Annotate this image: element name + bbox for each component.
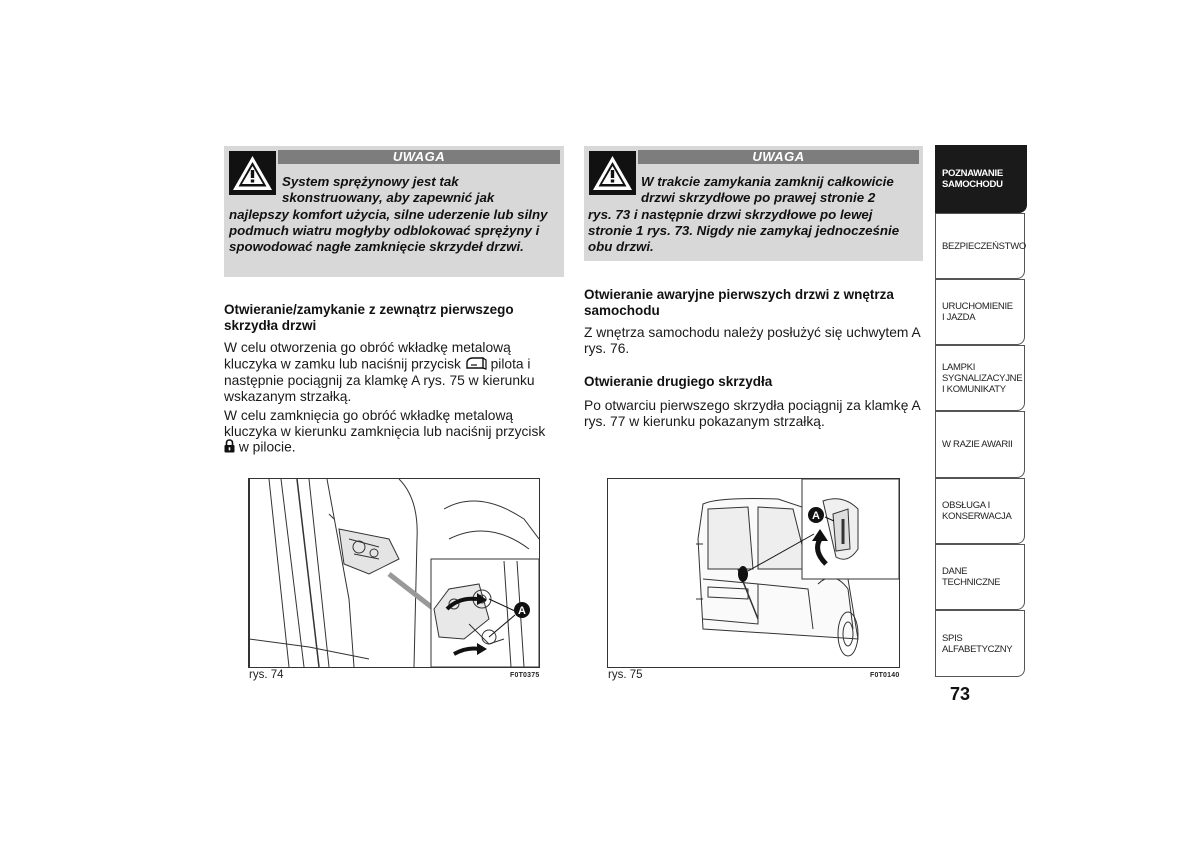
figure-label-a: A [518,605,526,617]
tab-poznawanie-samochodu[interactable] [935,145,1027,213]
paragraph-close-a: W celu zamknięcia go obróć wkładkę metalową kluczyka w kierunku zamknięcia lub naciśnij przycisk [224,408,546,439]
warning-rest: najlepszy komfort użycia, silne uderzenie lub silny podmuch wiatru mogłyby odblokować sprężyny i spowodować nagłe zamknięcie skrzydeł drzwi. [229,206,548,255]
page-number: 73 [950,684,971,704]
paragraph-close [224,408,560,457]
tab-w-razie-awarii[interactable] [935,411,1025,478]
figure-label-a: A [812,510,820,522]
door-hinge-illustration [249,479,539,667]
warning-text [588,174,920,255]
tab-label: BEZPIECZEŃSTWO [942,240,1026,252]
warning-title: UWAGA [638,150,919,164]
warning-title: UWAGA [278,150,560,164]
section-heading: Otwieranie drugiego skrzydła [584,374,773,389]
tab-label: LAMPKI SYGNALIZACYJNE I KOMUNIKATY [942,361,1023,395]
warning-line-1: System sprężynowy jest tak [282,174,459,189]
tab-label: SPIS ALFABETYCZNY [942,632,1013,655]
warning-line-1: W trakcie zamykania zamknij całkowicie [641,174,894,189]
paragraph-second-wing: Po otwarciu pierwszego skrzydła pociągnij za klamkę A rys. 77 w kierunku pokazanym strzałką. [584,398,920,429]
paragraph-open-a: W celu otworzenia go obróć wkładkę metalową kluczyka w zamku lub naciśnij przycisk [224,340,511,372]
figure-caption: rys. 74 [249,669,284,681]
tab-label: W RAZIE AWARII [942,439,1013,450]
paragraph-open [224,340,560,404]
warning-text [229,174,559,255]
tab-label: OBSŁUGA I KONSERWACJA [942,500,1012,522]
paragraph-open-b: pilota i następnie pociągnij za klamkę A rys. 75 w kierunku wskazanym strzałką. [224,356,535,404]
warning-box-left [224,146,564,277]
figure-door-hinge [248,478,540,668]
van-doors-open-icon [465,356,487,374]
warning-rest: rys. 73 i następnie drzwi skrzydłowe po lewej stronie 1 rys. 73. Nigdy nie zamykaj jednocześnie obu drzwi. [588,206,900,255]
section-heading: Otwieranie awaryjne pierwszych drzwi z wnętrza samochodu [584,287,894,318]
section-heading: Otwieranie/zamykanie z zewnątrz pierwszego skrzydła drzwi [224,302,514,333]
warning-line-2: drzwi skrzydłowe po prawej stronie 2 [641,190,876,206]
padlock-icon [224,439,235,457]
figure-caption: rys. 75 [608,669,643,681]
warning-line-2: skonstruowany, aby zapewnić jak [282,190,495,206]
tab-label: DANE TECHNICZNE [942,566,1001,588]
tab-label: URUCHOMIENIE I JAZDA [942,301,1013,323]
tab-obsluga-i-konserwacja[interactable] [935,478,1025,544]
tab-uruchomienie-i-jazda[interactable] [935,279,1025,345]
paragraph-close-b: w pilocie. [238,439,296,455]
tab-lampki-sygnalizacyjne[interactable] [935,345,1025,411]
figure-code: F0T0140 [870,672,900,679]
warning-box-right [584,146,923,261]
figure-van-rear-doors [607,478,900,668]
figure-code: F0T0375 [510,672,540,679]
paragraph-emergency: Z wnętrza samochodu należy posłużyć się uchwytem A rys. 76. [584,325,920,356]
van-rear-illustration [608,479,899,667]
tab-dane-techniczne[interactable] [935,544,1025,610]
tab-spis-alfabetyczny[interactable] [935,610,1025,677]
tab-bezpieczenstwo[interactable] [935,213,1025,279]
tab-label: POZNAWANIE SAMOCHODU [942,168,1003,190]
